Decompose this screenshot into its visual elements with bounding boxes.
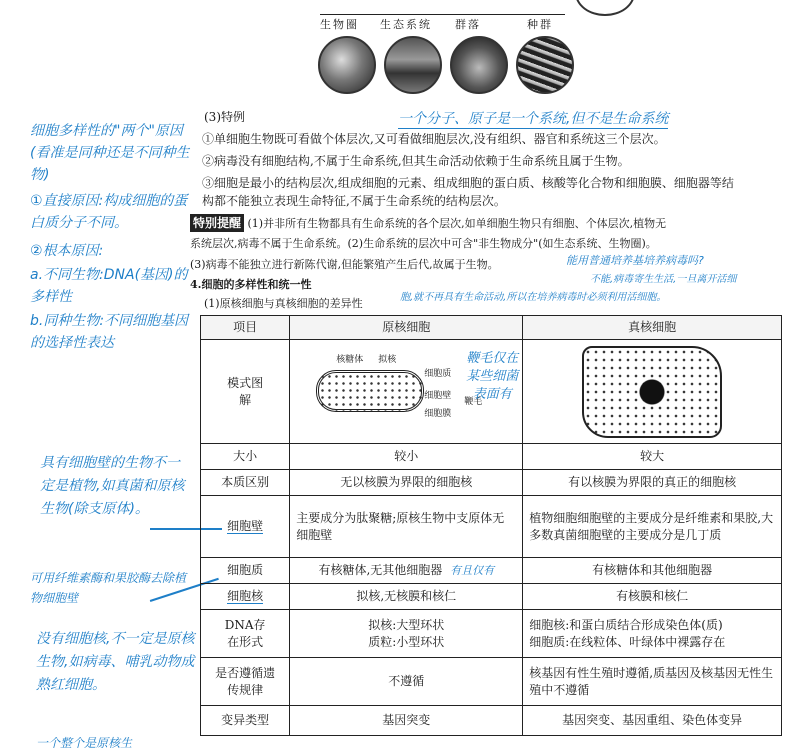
section3-title: (3)特例 bbox=[204, 110, 245, 124]
tip-hand-answer1: 不能,病毒寄生生活,一旦离开活细 bbox=[590, 274, 737, 285]
row-eu-heredity: 核基因有性生殖时遵循,质基因及核基因无性生殖中不遵循 bbox=[523, 658, 782, 706]
section3-handwritten-note: 一个分子、原子是一个系统,但不是生命系统 bbox=[398, 108, 668, 129]
level-label-community: 群落 bbox=[455, 18, 481, 31]
label-membrane: 细胞膜 bbox=[424, 408, 452, 419]
section3-item1: ①单细胞生物既可看做个体层次,又可看做细胞层次,没有组织、器官和系统这三个层次。 bbox=[202, 132, 666, 146]
table-row bbox=[201, 558, 782, 584]
row-pro-heredity: 不遵循 bbox=[290, 658, 523, 706]
row-item-cytoplasm: 细胞质 bbox=[201, 558, 290, 584]
row-item-heredity: 是否遵循遗传规律 bbox=[201, 658, 290, 706]
tip-line3: (3)病毒不能独立进行新陈代谢,但能繁殖产生后代,故属于生物。 bbox=[190, 258, 499, 271]
table-row bbox=[201, 496, 782, 558]
section3-item3b: 构都不能独立表现生命特征,不属于生命系统的结构层次。 bbox=[202, 194, 506, 208]
table-header-row bbox=[201, 316, 782, 340]
label-nucleoid: 拟核 bbox=[378, 354, 397, 365]
level-label-ecosystem: 生态系统 bbox=[380, 18, 432, 31]
section4-title: 4.细胞的多样性和统一性 bbox=[190, 278, 312, 291]
row-pro-size: 较小 bbox=[290, 444, 523, 470]
tip-line1 bbox=[190, 214, 790, 233]
cellwall-item-label: 细胞壁 bbox=[227, 519, 264, 533]
tip-label: 特别提醒 bbox=[190, 214, 244, 232]
header-prokaryote: 原核细胞 bbox=[290, 316, 523, 340]
left-note-9: 一个整个是原核生 bbox=[36, 736, 133, 749]
tip-text1: (1)并非所有生物都具有生命系统的各个层次,如单细胞生物只有细胞、个体层次,植物无 bbox=[247, 217, 667, 230]
hierarchy-top-arc bbox=[575, 0, 635, 16]
row-eu-cytoplasm: 有核糖体和其他细胞器 bbox=[523, 558, 782, 584]
left-note-3: ②根本原因: bbox=[30, 243, 104, 259]
eukaryote-cell-shape bbox=[582, 346, 722, 438]
table-row bbox=[201, 706, 782, 736]
row-eu-essence: 有以核膜为界限的真正的细胞核 bbox=[523, 470, 782, 496]
label-flagellum: 鞭毛 bbox=[464, 396, 483, 407]
section4-subtitle: (1)原核细胞与真核细胞的差异性 bbox=[204, 297, 363, 310]
row-pro-cellwall: 主要成分为肽聚糖;原核生物中支原体无细胞壁 bbox=[290, 496, 523, 558]
row-pro-dna: 拟核:大型环状 质粒:小型环状 bbox=[290, 610, 523, 658]
comparison-table bbox=[200, 315, 782, 736]
label-cellwall: 细胞壁 bbox=[424, 390, 452, 401]
community-image bbox=[450, 36, 508, 94]
table-row bbox=[201, 444, 782, 470]
section3-item2: ②病毒没有细胞结构,不属于生命系统,但其生命活动依赖于生命系统且属于生物。 bbox=[202, 154, 630, 168]
population-image bbox=[516, 36, 574, 94]
left-note-2: ①直接原因:构成细胞的蛋白质分子不同。 bbox=[30, 193, 188, 231]
label-ribosome: 核糖体 bbox=[336, 354, 364, 365]
row-item-diagram: 模式图解 bbox=[201, 340, 290, 444]
row-item-dna: DNA存在形式 bbox=[201, 610, 290, 658]
row-eu-cellwall: 植物细胞细胞壁的主要成分是纤维素和果胶,大多数真菌细胞壁的主要成分是几丁质 bbox=[523, 496, 782, 558]
table-row bbox=[201, 584, 782, 610]
hierarchy-line bbox=[320, 14, 565, 15]
row-item-size: 大小 bbox=[201, 444, 290, 470]
nucleus-item-label: 细胞核 bbox=[227, 589, 264, 603]
row-eu-nucleus: 有核膜和核仁 bbox=[523, 584, 782, 610]
ecosystem-image bbox=[384, 36, 442, 94]
header-eukaryote: 真核细胞 bbox=[523, 316, 782, 340]
row-item-variation: 变异类型 bbox=[201, 706, 290, 736]
section3-item3a: ③细胞是最小的结构层次,组成细胞的元素、组成细胞的蛋白质、核酸等化合物和细胞膜、细胞器等结 bbox=[202, 176, 734, 190]
earth-image bbox=[318, 36, 376, 94]
prokaryote-cell-shape bbox=[316, 370, 424, 412]
row-item-cellwall bbox=[201, 496, 290, 558]
table-row bbox=[201, 610, 782, 658]
left-note-7: 可用纤维素酶和果胶酶去除植物细胞壁 bbox=[30, 571, 187, 605]
tip-line2: 系统层次,病毒不属于生命系统。(2)生命系统的层次中可含"非生物成分"(如生态系统、生物圈)。 bbox=[190, 237, 657, 250]
table-row bbox=[201, 470, 782, 496]
row-eu-variation: 基因突变、基因重组、染色体变异 bbox=[523, 706, 782, 736]
row-pro-essence: 无以核膜为界限的细胞核 bbox=[290, 470, 523, 496]
left-note-8: 没有细胞核,不一定是原核生物,如病毒、哺乳动物成熟红细胞。 bbox=[36, 631, 195, 693]
table-row bbox=[201, 658, 782, 706]
cytoplasm-pro-text: 有核糖体,无其他细胞器 bbox=[318, 563, 443, 577]
left-note-5: b.同种生物:不同细胞基因的选择性表达 bbox=[30, 313, 189, 351]
left-note-1: 细胞多样性的"两个"原因(看准是同种还是不同种生物) bbox=[30, 123, 190, 183]
row-item-nucleus bbox=[201, 584, 290, 610]
header-item: 项目 bbox=[201, 316, 290, 340]
label-cytoplasm: 细胞质 bbox=[424, 368, 452, 379]
row-pro-nucleus: 拟核,无核膜和核仁 bbox=[290, 584, 523, 610]
row-pro-variation: 基因突变 bbox=[290, 706, 523, 736]
flagellum-hand-note: 鞭毛仅在某些细菌表面有 bbox=[466, 350, 519, 402]
tip-hand-answer2: 胞,就不再具有生命活动,所以在培养病毒时必须利用活细胞。 bbox=[400, 292, 667, 303]
table-row bbox=[201, 340, 782, 444]
left-note-6: 具有细胞壁的生物不一定是植物,如真菌和原核生物(除支原体)。 bbox=[40, 455, 185, 517]
left-note-4: a.不同生物:DNA(基因)的多样性 bbox=[30, 267, 188, 305]
row-eu-size: 较大 bbox=[523, 444, 782, 470]
level-label-population: 种群 bbox=[527, 18, 553, 31]
tip-hand-question: 能用普通培养基培养病毒吗? bbox=[566, 254, 704, 267]
row-item-essence: 本质区别 bbox=[201, 470, 290, 496]
eukaryote-diagram bbox=[523, 340, 782, 444]
level-label-biosphere: 生物圈 bbox=[320, 18, 359, 31]
cytoplasm-hand-note: 有且仅有 bbox=[450, 564, 495, 577]
row-eu-dna: 细胞核:和蛋白质结合形成染色体(质) 细胞质:在线粒体、叶绿体中裸露存在 bbox=[523, 610, 782, 658]
row-pro-cytoplasm bbox=[290, 558, 523, 584]
prokaryote-diagram bbox=[290, 340, 523, 444]
